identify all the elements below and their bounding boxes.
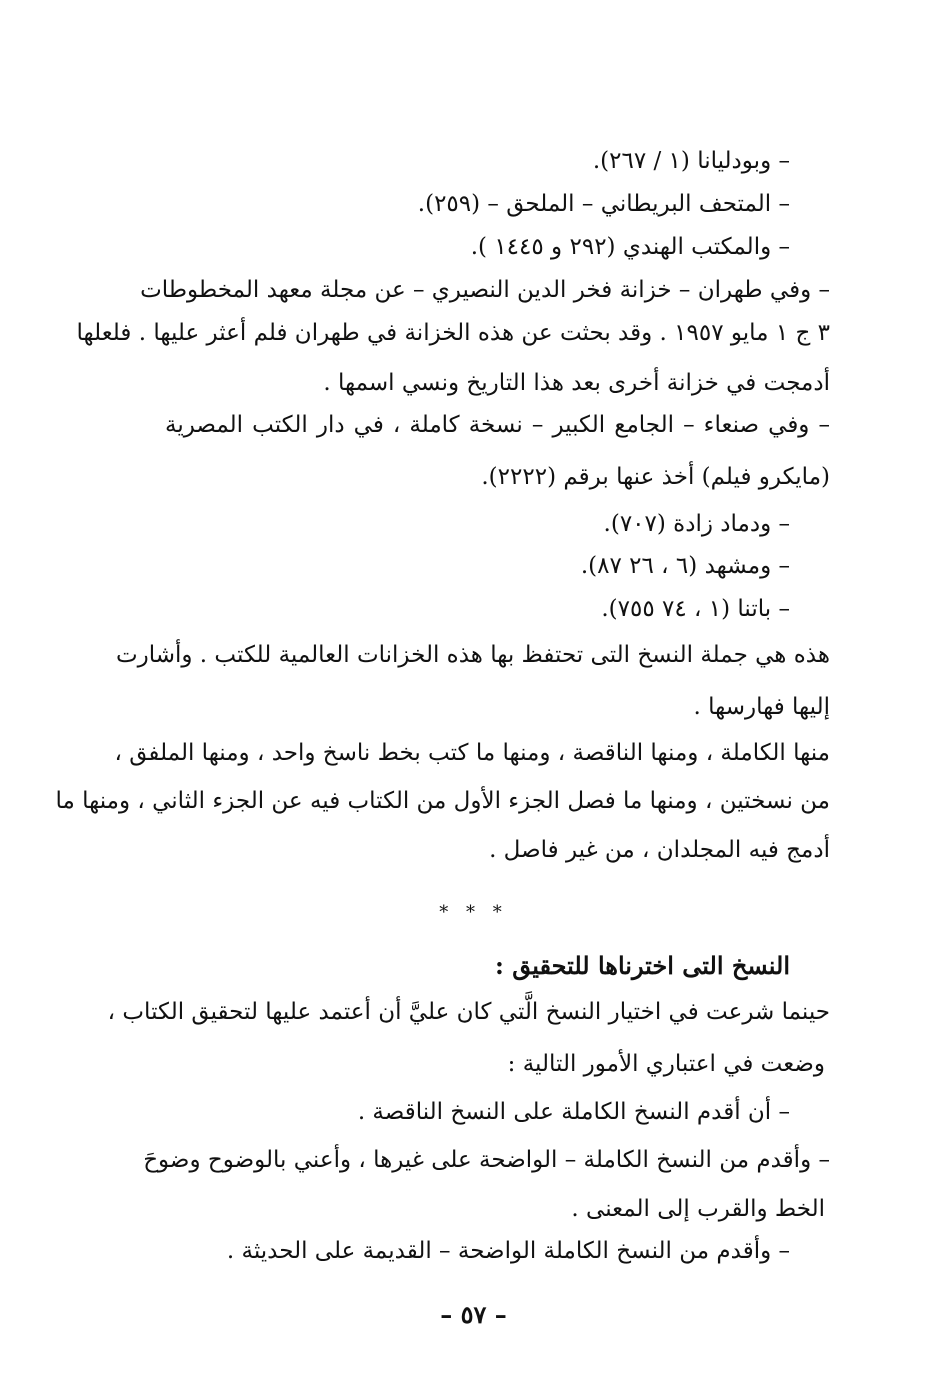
text-line: من نسختين ، ومنها ما فصل الجزء الأول من الكتاب فيه عن الجزء الثاني ، ومنها ما (55, 788, 830, 814)
text-line: منها الكاملة ، ومنها الناقصة ، ومنها ما كتب بخط ناسخ واحد ، ومنها الملفق ، (114, 740, 830, 766)
section-heading: النسخ التى اخترناها للتحقيق : (495, 951, 790, 980)
text-line: إليها فهارسها . (693, 694, 830, 720)
text-line: – وفي صنعاء – الجامع الكبير – نسخة كاملة ، في دار الكتب المصرية (165, 412, 830, 438)
text-line: – باتنا (١ ، ٧٤ ٧٥٥). (601, 596, 790, 622)
text-line: – وأقدم من النسخ الكاملة الواضحة – القديمة على الحديثة . (226, 1238, 790, 1264)
text-line: هذه هي جملة النسخ التى تحتفظ بها هذه الخزانات العالمية للكتب . وأشارت (115, 642, 830, 668)
text-line: – ودماد زادة (٧٠٧). (603, 511, 790, 537)
text-line: أدمجت في خزانة أخرى بعد هذا التاريخ ونسي اسمها . (323, 370, 830, 396)
text-line: – وبودليانا (١ / ٢٦٧). (592, 148, 790, 174)
text-line: – أن أقدم النسخ الكاملة على النسخ الناقصة . (357, 1099, 790, 1125)
text-line: ٣ ج ١ مايو ١٩٥٧ . وقد بحثت عن هذه الخزانة في طهران فلم أعثر عليها . فلعلها (76, 320, 830, 346)
text-line: – ومشهد (٦ ، ٢٦ ٨٧). (580, 553, 790, 579)
text-line: حينما شرعت في اختيار النسخ الَّتي كان عليَّ أن أعتمد عليها لتحقيق الكتاب ، (107, 999, 830, 1025)
text-line: – وفي طهران – خزانة فخر الدين النصيري – عن مجلة معهد المخطوطات (140, 277, 830, 303)
text-line: – وأقدم من النسخ الكاملة – الواضحة على غيرها ، وأعني بالوضوح وضوحَ (143, 1147, 830, 1173)
text-line: – والمكتب الهندي (٢٩٢ و ١٤٤٥ ). (470, 234, 790, 260)
text-line: الخط والقرب إلى المعنى . (571, 1196, 825, 1222)
text-line: أدمج فيه المجلدان ، من غير فاصل . (489, 837, 830, 863)
text-line: (مايكرو فيلم) أخذ عنها برقم (٢٢٢٢). (481, 464, 830, 490)
page-number: – ٥٧ – (440, 1300, 507, 1329)
text-line: وضعت في اعتباري الأمور التالية : (507, 1051, 825, 1077)
text-line: – المتحف البريطاني – الملحق – (٢٥٩). (417, 191, 790, 217)
section-separator: * * * (439, 902, 508, 923)
